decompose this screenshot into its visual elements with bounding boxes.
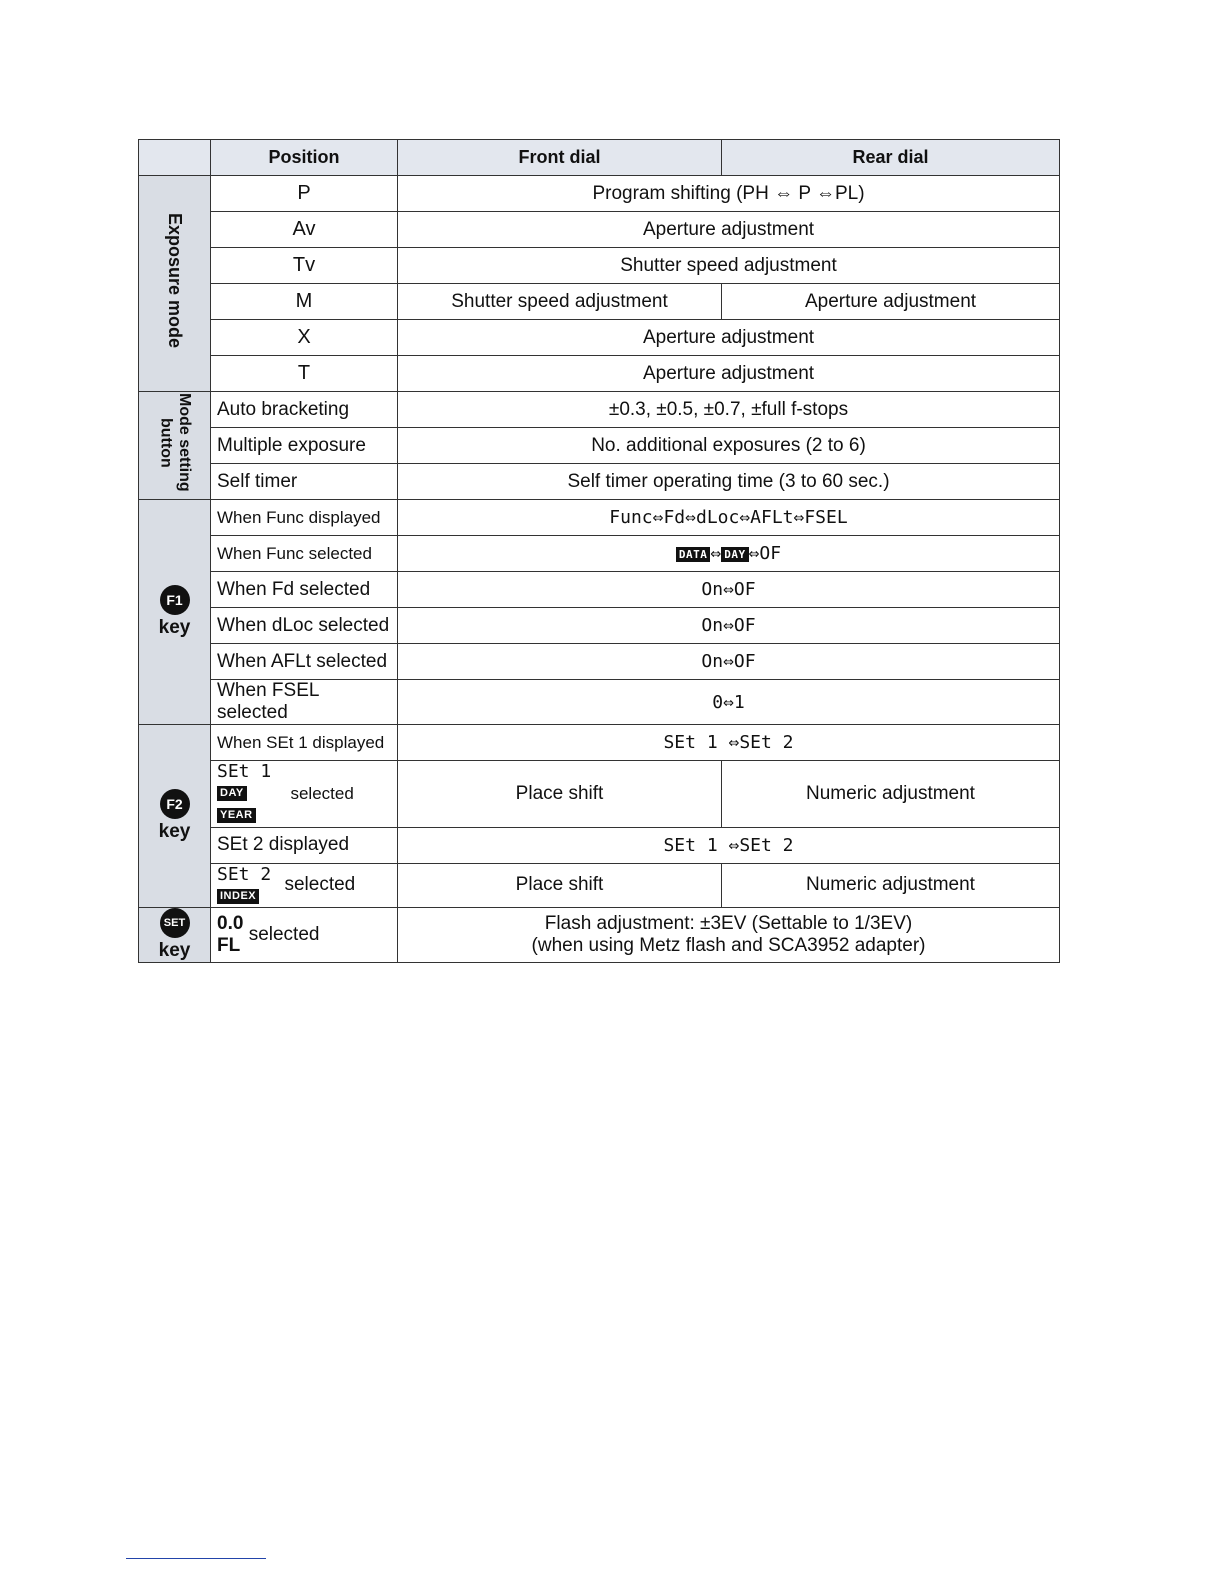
table-row bbox=[139, 908, 1060, 963]
flash-value: 0.0 bbox=[217, 913, 244, 935]
position-cell: X bbox=[211, 320, 398, 356]
position-cell: Self timer bbox=[211, 464, 398, 500]
value-cell: Aperture adjustment bbox=[398, 212, 1060, 248]
position-cell: SEt 2 displayed bbox=[211, 827, 398, 863]
value-cell: ±0.3, ±0.5, ±0.7, ±full f-stops bbox=[398, 392, 1060, 428]
group-f2-key bbox=[139, 725, 211, 908]
position-suffix: selected bbox=[248, 924, 320, 946]
position-stack bbox=[217, 761, 271, 827]
tail-text: ⇔OF bbox=[748, 543, 782, 564]
value-cell: Aperture adjustment bbox=[398, 320, 1060, 356]
position-stack bbox=[217, 864, 271, 908]
value-cell bbox=[398, 536, 1060, 572]
value-cell: On⇔OF bbox=[398, 608, 1060, 644]
value-cell: Program shifting (PH ⇔ P ⇔PL) bbox=[398, 176, 1060, 212]
key-label: key bbox=[158, 821, 191, 843]
front-dial-cell: Shutter speed adjustment bbox=[398, 284, 722, 320]
f1-key-icon: F1 bbox=[160, 585, 190, 615]
table-row bbox=[139, 320, 1060, 356]
value-cell: Shutter speed adjustment bbox=[398, 248, 1060, 284]
position-cell bbox=[211, 908, 398, 963]
year-badge-icon: YEAR bbox=[217, 808, 256, 823]
position-cell: Av bbox=[211, 212, 398, 248]
value-cell: On⇔OF bbox=[398, 572, 1060, 608]
position-cell: When dLoc selected bbox=[211, 608, 398, 644]
table-row bbox=[139, 680, 1060, 725]
table-row bbox=[139, 827, 1060, 863]
rear-dial-cell: Aperture adjustment bbox=[722, 284, 1060, 320]
value-cell: SEt 1 ⇔SEt 2 bbox=[398, 725, 1060, 761]
table-row bbox=[139, 608, 1060, 644]
dial-function-table bbox=[138, 139, 1060, 963]
table-row bbox=[139, 644, 1060, 680]
value-cell: SEt 1 ⇔SEt 2 bbox=[398, 827, 1060, 863]
position-cell: P bbox=[211, 176, 398, 212]
value-cell bbox=[398, 908, 1060, 963]
header-position: Position bbox=[211, 140, 398, 176]
key-label: key bbox=[158, 940, 191, 962]
table-row bbox=[139, 284, 1060, 320]
key-label: key bbox=[158, 617, 191, 638]
position-cell: When Func selected bbox=[211, 536, 398, 572]
position-cell: When SEt 1 displayed bbox=[211, 725, 398, 761]
value-cell: Aperture adjustment bbox=[398, 356, 1060, 392]
position-cell: When AFLt selected bbox=[211, 644, 398, 680]
front-dial-cell: Place shift bbox=[398, 761, 722, 828]
position-cell: When Func displayed bbox=[211, 500, 398, 536]
table-row bbox=[139, 863, 1060, 908]
flash-line-2: (when using Metz flash and SCA3952 adapter) bbox=[531, 935, 926, 957]
header-front-dial: Front dial bbox=[398, 140, 722, 176]
table-row bbox=[139, 248, 1060, 284]
position-suffix: selected bbox=[290, 783, 354, 803]
position-cell bbox=[211, 863, 398, 908]
rear-dial-cell: Numeric adjustment bbox=[722, 863, 1060, 908]
position-cell: Auto bracketing bbox=[211, 392, 398, 428]
value-cell: Self timer operating time (3 to 60 sec.) bbox=[398, 464, 1060, 500]
position-cell: When FSEL selected bbox=[211, 680, 398, 725]
position-suffix: selected bbox=[284, 874, 356, 896]
table-row bbox=[139, 725, 1060, 761]
group-mode-setting-button bbox=[139, 392, 211, 500]
footer-rule bbox=[126, 1558, 266, 1559]
value-cell: No. additional exposures (2 to 6) bbox=[398, 428, 1060, 464]
arrow-text: ⇔ bbox=[710, 543, 722, 564]
value-cell: On⇔OF bbox=[398, 644, 1060, 680]
group-label: Mode setting button bbox=[157, 393, 193, 492]
table-row bbox=[139, 761, 1060, 828]
table-row bbox=[139, 356, 1060, 392]
position-main: SEt 1 bbox=[217, 761, 272, 782]
value-cell: Func⇔Fd⇔dLoc⇔AFLt⇔FSEL bbox=[398, 500, 1060, 536]
dial-function-table-wrap bbox=[138, 139, 1059, 963]
table-row bbox=[139, 464, 1060, 500]
flash-line-1: Flash adjustment: ±3EV (Settable to 1/3EV) bbox=[544, 913, 913, 935]
table-row bbox=[139, 176, 1060, 212]
header-row bbox=[139, 140, 1060, 176]
table-row bbox=[139, 212, 1060, 248]
table-row bbox=[139, 428, 1060, 464]
front-dial-cell: Place shift bbox=[398, 863, 722, 908]
group-f1-key bbox=[139, 500, 211, 725]
position-stack bbox=[217, 913, 243, 957]
group-set-key bbox=[139, 908, 211, 963]
position-cell bbox=[211, 761, 398, 828]
group-label: Exposure mode bbox=[164, 212, 185, 349]
position-cell: M bbox=[211, 284, 398, 320]
f2-key-icon: F2 bbox=[160, 789, 190, 819]
group-exposure-mode bbox=[139, 176, 211, 392]
index-badge-icon: INDEX bbox=[217, 889, 259, 904]
flash-label: FL bbox=[217, 935, 241, 957]
set-key-icon: SET bbox=[160, 908, 190, 938]
position-main: SEt 2 bbox=[217, 863, 272, 885]
header-rear-dial: Rear dial bbox=[722, 140, 1060, 176]
rear-dial-cell: Numeric adjustment bbox=[722, 761, 1060, 828]
position-cell: When Fd selected bbox=[211, 572, 398, 608]
position-cell: T bbox=[211, 356, 398, 392]
header-blank bbox=[139, 140, 211, 176]
table-row bbox=[139, 572, 1060, 608]
position-cell: Multiple exposure bbox=[211, 428, 398, 464]
table-row bbox=[139, 392, 1060, 428]
data-badge-icon: DATA bbox=[676, 547, 711, 562]
table-row bbox=[139, 536, 1060, 572]
position-cell: Tv bbox=[211, 248, 398, 284]
table-row bbox=[139, 500, 1060, 536]
day-badge-icon: DAY bbox=[217, 786, 247, 801]
value-cell: 0⇔1 bbox=[398, 680, 1060, 725]
day-badge-icon: DAY bbox=[721, 547, 748, 562]
